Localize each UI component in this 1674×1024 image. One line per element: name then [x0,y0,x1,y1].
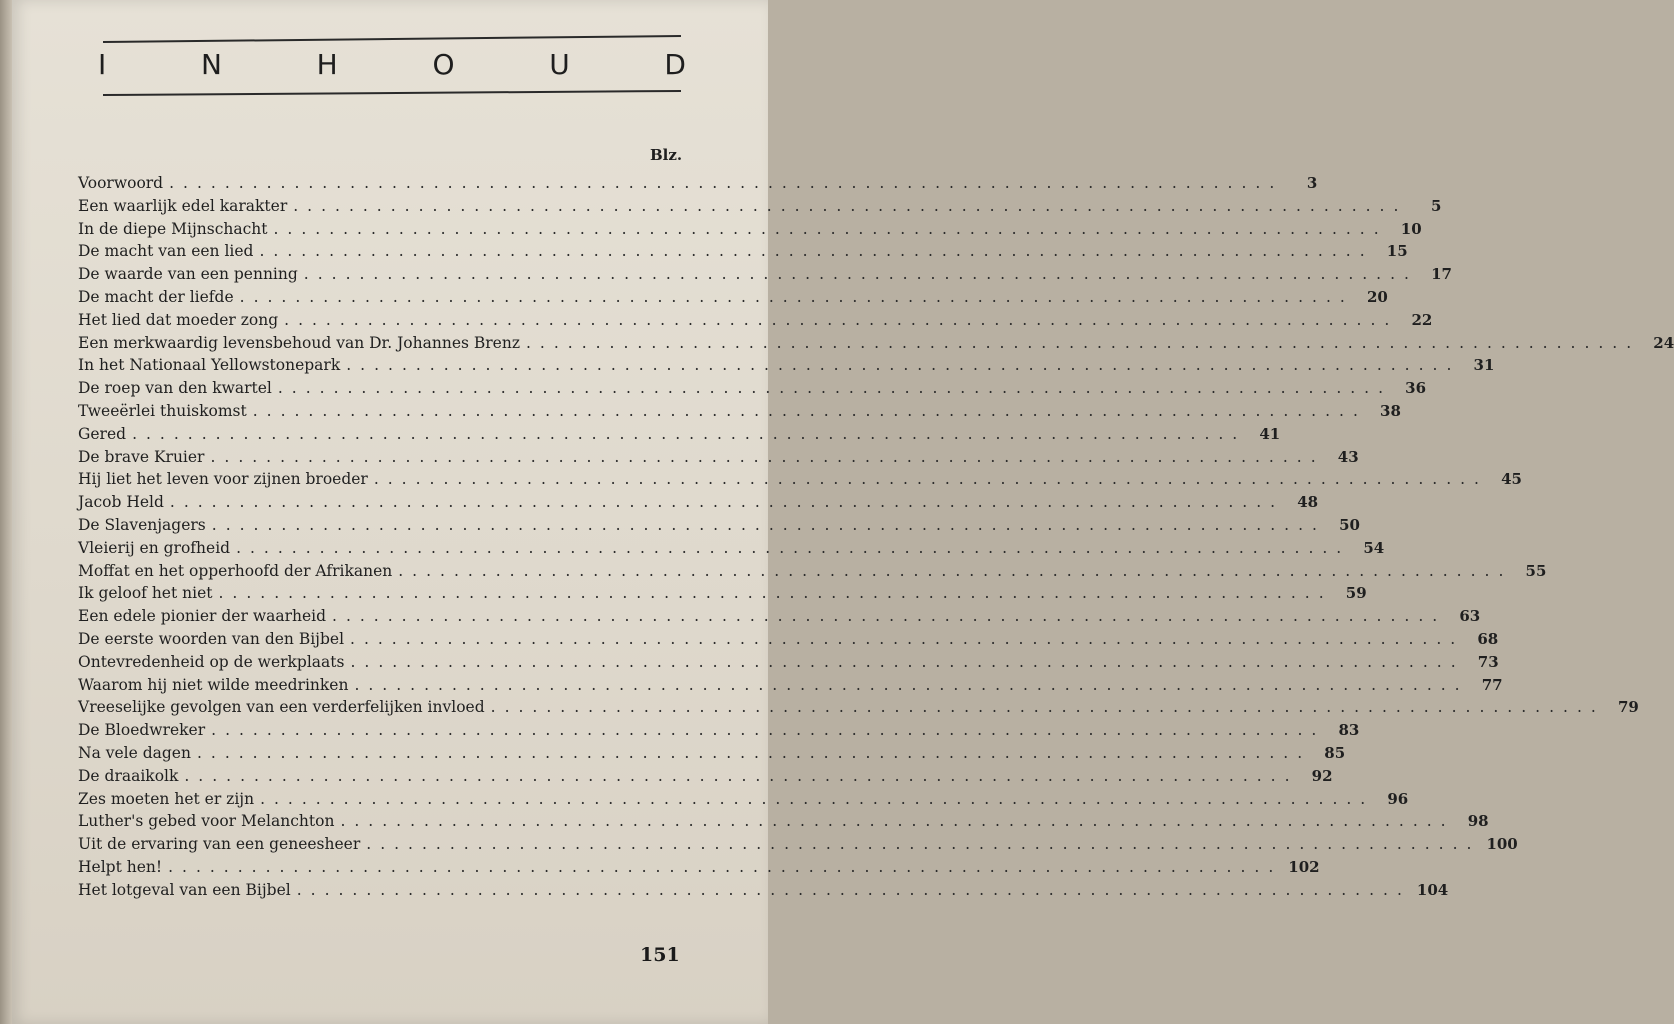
toc-leader-dots: ................................................................................ [259,242,1374,261]
toc-entry [78,470,1522,493]
toc-entry [78,857,1320,881]
toc-entry-title: In de diepe Mijnschacht [78,219,268,238]
toc-entry-page: 77 [1481,675,1503,694]
toc-entry [78,333,1674,357]
toc-leader-dots: ................................................................................ [169,493,1285,512]
toc-entry-title: De draaikolk [78,766,179,785]
toc-leader-dots: ................................................................................ [398,561,1513,580]
toc-entry-title: De Bloedwreker [78,721,206,740]
toc-entry-title: De Slavenjagers [78,515,206,534]
title-letter: D [664,47,688,81]
toc-entry-page: 22 [1411,310,1433,329]
toc-entry-title: Helpt hen! [78,857,163,876]
toc-entry [78,721,1360,744]
toc-leader-dots: ................................................................................ [273,219,1388,238]
toc-entry-title: Zes moeten het er zijn [78,789,255,808]
toc-leader-dots: ................................................................................ [236,538,1351,557]
toc-leader-dots: ................................................................................ [373,470,1488,489]
toc-entry-title: Voorwoord [78,174,164,192]
toc-entry-title: Vleierij en grofheid [78,538,231,557]
title-letter: H [316,47,340,81]
toc-entry-title: Ontevredenheid op de werkplaats [78,652,345,671]
toc-entry-title: Tweeërlei thuiskomst [78,401,247,420]
toc-entry [78,538,1385,562]
toc-leader-dots: ................................................................................ [332,607,1447,626]
toc-entry-page: 73 [1477,652,1499,671]
book-spine-edge [0,0,12,1024]
toc-entry-page: 92 [1311,766,1333,785]
toc-entry-title: Moffat en het opperhoofd der Afrikanen [78,561,393,580]
toc-entry-title: Een edele pionier der waarheid [78,607,327,626]
toc-entry [78,607,1481,630]
toc-entry [78,493,1319,516]
toc-entry-page: 50 [1339,515,1360,534]
toc-entry-title: Uit de ervaring van een geneesheer [78,835,361,854]
toc-entry-page: 79 [1617,698,1639,717]
page-column-label: Blz. [650,146,683,164]
toc-entry-page: 55 [1525,561,1547,580]
toc-entry [78,835,1518,858]
toc-leader-dots: ................................................................................ [211,515,1326,534]
toc-leader-dots: ................................................................................ [350,629,1465,648]
toc-entry [78,743,1346,767]
toc-entry-title: De roep van den kwartel [78,379,272,398]
toc-entry [78,310,1433,334]
toc-entry-page: 24 [1653,333,1674,352]
toc-entry-page: 15 [1386,242,1408,261]
toc-entry [78,265,1452,288]
toc-leader-dots: ................................................................................ [490,698,1605,717]
toc-entry-title: Een merkwaardig levensbehoud van Dr. Johannes Brenz [78,333,520,352]
toc-entry-page: 10 [1400,219,1422,238]
title-letter: N [200,47,224,81]
toc-entry-title: Na vele dagen [78,743,191,762]
toc-leader-dots: ................................................................................ [296,880,1411,899]
toc-leader-dots: ................................................................................ [169,174,1284,192]
toc-entry [78,379,1427,402]
toc-leader-dots: ................................................................................ [346,356,1461,375]
title-letter: O [432,47,457,81]
toc-entry-page: 45 [1501,470,1522,489]
toc-leader-dots: ................................................................................ [277,379,1393,398]
toc-entry-page: 48 [1297,493,1319,512]
toc-entry [78,174,1318,197]
toc-entry-page: 5 [1430,196,1442,215]
toc-entry [78,629,1499,653]
toc-entry-title: De brave Kruier [78,447,205,466]
toc-entry-page: 54 [1363,538,1385,557]
toc-entry-title: Een waarlijk edel karakter [78,196,288,215]
toc-entry-title: Het lied dat moeder zong [78,310,279,329]
toc-leader-dots: ................................................................................ [526,333,1641,352]
toc-entry-page: 63 [1459,607,1481,626]
toc-entry-title: Ik geloof het niet [78,584,213,603]
toc-entry-page: 68 [1477,629,1499,648]
toc-entry [78,219,1422,243]
toc-entry [78,766,1333,790]
toc-entry [78,356,1495,379]
page-title [98,44,688,84]
toc-entry-page: 31 [1473,356,1495,375]
toc-leader-dots: ................................................................................ [132,424,1247,443]
toc-entry-page: 43 [1337,447,1359,466]
toc-entry [78,424,1281,448]
toc-entry [78,242,1408,265]
toc-entry-title: De waarde van een penning [78,265,298,284]
toc-entry-page: 36 [1405,379,1427,398]
toc-entry [78,652,1499,676]
toc-leader-dots: ................................................................................ [168,857,1283,876]
toc-entry-page: 3 [1306,174,1318,192]
toc-entry [78,698,1639,721]
toc-leader-dots: ................................................................................ [354,675,1469,694]
toc-leader-dots: ................................................................................ [303,265,1418,284]
toc-leader-dots: ................................................................................ [196,743,1312,762]
toc-leader-dots: ................................................................................ [366,835,1481,854]
toc-entry-title: Het lotgeval van een Bijbel [78,880,291,899]
toc-entry [78,584,1367,607]
toc-entry-title: De macht der liefde [78,287,234,306]
toc-entry [78,447,1359,471]
toc-entry-page: 59 [1345,584,1367,603]
toc-leader-dots: ................................................................................ [260,789,1375,808]
toc-leader-dots: ................................................................................ [284,310,1399,329]
toc-entry-title: Hij liet het leven voor zijnen broeder [78,470,368,489]
toc-entry [78,515,1360,539]
toc-entry [78,561,1547,585]
toc-entry-page: 17 [1431,265,1452,284]
toc-entry [78,196,1442,220]
toc-entry-page: 20 [1366,287,1388,306]
toc-entry-title: Vreeselijke gevolgen van een verderfelijken invloed [78,698,485,717]
toc-entry [78,287,1388,311]
toc-entry [78,812,1489,835]
toc-leader-dots: ................................................................................ [211,721,1326,740]
toc-leader-dots: ................................................................................ [210,447,1325,466]
toc-entry-title: Gered [78,424,127,443]
toc-entry-page: 38 [1380,401,1401,420]
toc-entry-page: 104 [1416,880,1449,899]
toc-entry-title: Jacob Held [78,493,164,512]
page-number: 151 [640,944,680,966]
toc-entry [78,789,1409,813]
toc-entry-page: 41 [1259,424,1281,443]
toc-entry [78,880,1449,904]
toc-entry-title: In het Nationaal Yellowstonepark [78,356,341,375]
toc-entry-page: 85 [1324,743,1346,762]
toc-entry-title: De eerste woorden van den Bijbel [78,629,345,648]
toc-leader-dots: ................................................................................ [184,766,1299,785]
toc-entry-page: 96 [1387,789,1409,808]
table-of-contents [78,174,1674,904]
toc-entry-page: 98 [1467,812,1489,831]
toc-entry-page: 83 [1338,721,1360,740]
toc-entry [78,675,1503,699]
title-letter: I [98,47,109,81]
toc-leader-dots: ................................................................................ [252,401,1367,420]
toc-entry-title: Waarom hij niet wilde meedrinken [78,675,349,694]
toc-entry-title: Luther's gebed voor Melanchton [78,812,335,831]
toc-entry [78,401,1401,425]
toc-leader-dots: ................................................................................ [340,812,1455,831]
toc-leader-dots: ................................................................................ [218,584,1333,603]
toc-leader-dots: ................................................................................ [350,652,1465,671]
toc-entry-page: 102 [1288,857,1320,876]
toc-entry-title: De macht van een lied [78,242,254,261]
title-letter: U [549,47,572,81]
toc-leader-dots: ................................................................................ [293,196,1408,215]
toc-leader-dots: ................................................................................ [239,287,1354,306]
toc-entry-page: 100 [1486,835,1518,854]
